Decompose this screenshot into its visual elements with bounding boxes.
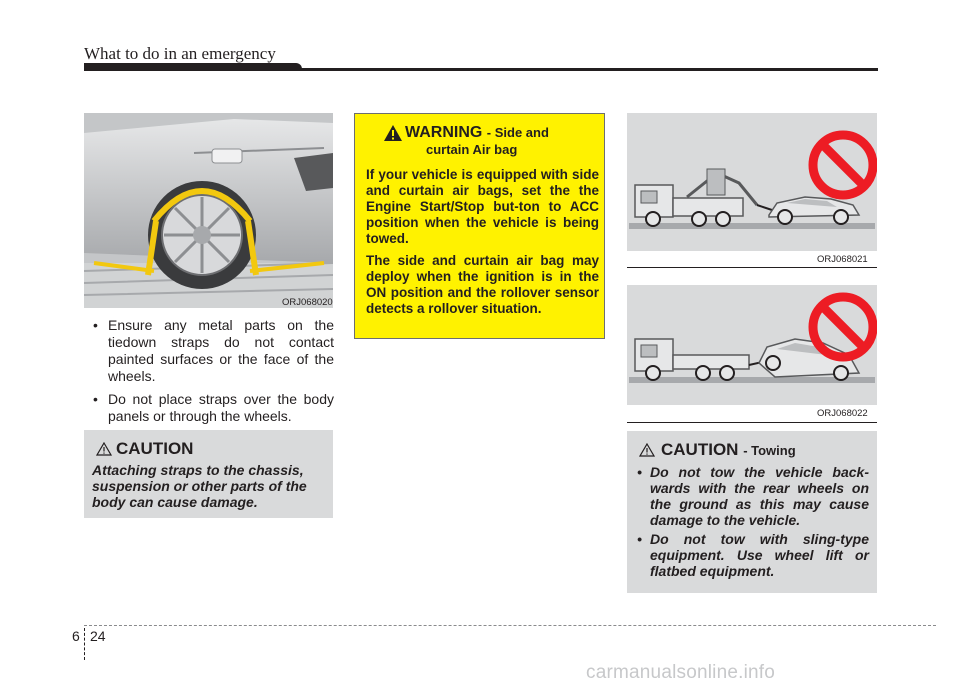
caution-box-towing <box>627 431 877 593</box>
warning-title <box>405 124 549 158</box>
list-item: • Do not tow with sling-type equipment. Use wheel lift or flatbed equipment. <box>637 531 869 579</box>
tow-truck-sling-prohibited-icon <box>627 113 877 251</box>
page-number-separator <box>84 628 85 660</box>
figure-rear-wheels-down-prohibited <box>627 285 877 405</box>
list-item: • Do not place straps over the body panels or through the wheels. <box>84 391 334 425</box>
figure-sling-tow-prohibited <box>627 113 877 251</box>
figure-code: ORJ068021 <box>817 254 868 265</box>
warning-paragraph: The side and curtain air bag may deploy when the ignition is in the ON position and the rollover sensor detects a rollover situation. <box>366 253 599 316</box>
caution-text: Attaching straps to the chassis, suspension or other parts of the body can cause damage. <box>92 462 307 510</box>
list-item: • Do not tow the vehicle back-wards with the rear wheels on the ground as this may cause damage to the vehicle. <box>637 464 869 528</box>
car-wheel-tied-on-flatbed-icon <box>84 113 333 308</box>
warning-subtitle: - Side and <box>486 125 549 140</box>
section-title: What to do in an emergency <box>84 44 276 63</box>
caution-title: CAUTION <box>116 439 194 458</box>
caution-body <box>637 464 869 582</box>
caution-box-straps <box>84 430 333 518</box>
watermark: carmanualsonline.info <box>586 662 776 683</box>
footer-dashed-rule <box>84 625 936 626</box>
figure-wheel-tiedown <box>84 113 333 308</box>
warning-paragraph: If your vehicle is equipped with side and curtain air bags, set the the Engine Start/Stop but-ton to ACC position when the vehicle is being towed. <box>366 167 599 246</box>
list-item: • Ensure any metal parts on the tiedown straps do not contact painted surfaces or the face of the wheels. <box>84 317 334 385</box>
caution-triangle-icon <box>96 442 112 456</box>
warning-subtitle-line2: curtain Air bag <box>426 142 518 157</box>
warning-triangle-icon <box>383 124 403 142</box>
header-rule <box>84 68 878 71</box>
caution-subtitle: - Towing <box>743 443 796 458</box>
caution-triangle-icon <box>639 443 655 457</box>
page-number: 24 <box>90 628 106 644</box>
instruction-list <box>84 317 334 431</box>
caution-title <box>661 440 796 460</box>
figure-divider <box>627 267 877 268</box>
warning-body <box>366 167 599 323</box>
caution-title-text: CAUTION <box>661 440 739 459</box>
figure-code: ORJ068022 <box>817 408 868 419</box>
tow-truck-rear-wheels-down-prohibited-icon <box>627 285 877 405</box>
warning-box-airbag <box>354 113 605 339</box>
figure-divider <box>627 422 877 423</box>
warning-title-text: WARNING <box>405 124 483 141</box>
chapter-number: 6 <box>72 628 80 644</box>
figure-code: ORJ068020 <box>282 297 333 308</box>
